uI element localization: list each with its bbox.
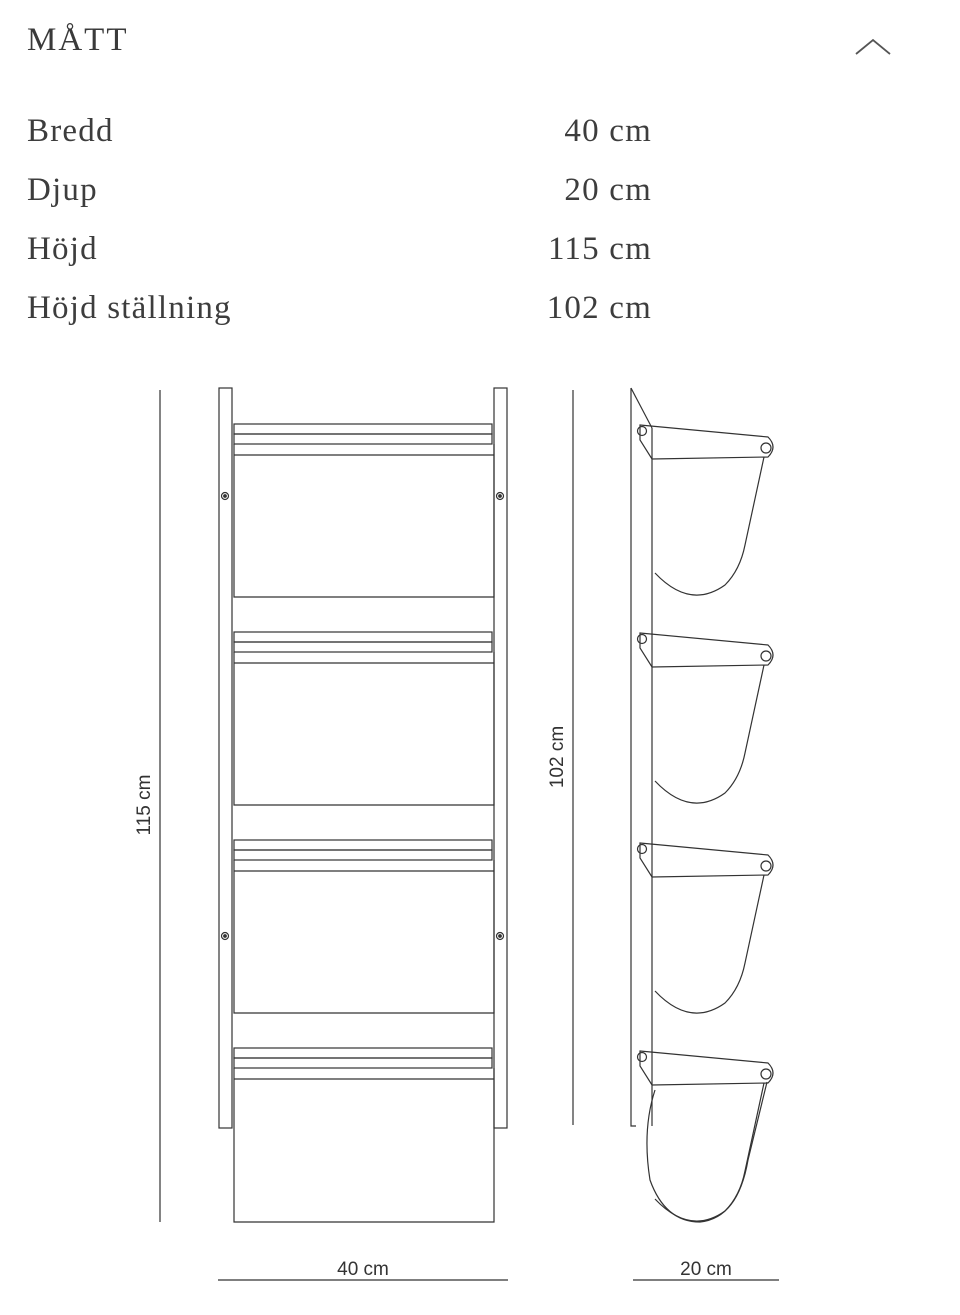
pivot-icon	[638, 427, 647, 436]
side-height-label: 102 cm	[547, 725, 568, 789]
spec-label: Djup	[27, 172, 98, 208]
side-bin	[638, 425, 774, 595]
front-bin	[234, 840, 494, 1013]
side-bin	[638, 843, 774, 1013]
bin-lip	[234, 1058, 492, 1068]
bin-body-curve	[655, 457, 764, 595]
bin-front-panel	[234, 1068, 494, 1222]
hinge-icon	[761, 861, 771, 871]
bin-lip	[234, 434, 492, 444]
spec-label: Höjd	[27, 231, 98, 267]
side-bin	[638, 633, 774, 803]
bin-arm	[640, 843, 773, 877]
pivot-icon	[638, 635, 647, 644]
bin-lip	[234, 642, 492, 652]
spec-value: 115 cm	[547, 231, 652, 267]
side-top-cap	[631, 388, 652, 428]
spec-value: 40 cm	[564, 113, 652, 149]
side-view	[573, 388, 773, 1222]
bin-rail	[234, 424, 492, 434]
hinge-icon	[761, 1069, 771, 1079]
spec-label: Bredd	[27, 113, 114, 149]
pivot-icon	[638, 845, 647, 854]
bin-rail	[234, 632, 492, 642]
spec-value: 102 cm	[546, 290, 652, 326]
side-bin	[638, 1051, 774, 1221]
side-depth-label: 20 cm	[680, 1259, 732, 1280]
pivot-icon	[638, 1053, 647, 1062]
bin-lip	[234, 850, 492, 860]
bin-arm	[640, 1051, 773, 1085]
bin-body-curve	[655, 875, 764, 1013]
bin-rail	[234, 840, 492, 850]
front-view	[160, 388, 507, 1222]
hinge-icon	[761, 651, 771, 661]
spec-value: 20 cm	[564, 172, 652, 208]
spec-label: Höjd ställning	[27, 290, 232, 326]
front-bin	[234, 424, 494, 597]
bin-body-curve	[655, 665, 764, 803]
bin-body-curve	[655, 1083, 764, 1221]
side-wall-edge	[631, 388, 636, 1126]
front-bin	[234, 1048, 494, 1222]
front-width-label: 40 cm	[337, 1259, 389, 1280]
front-bin	[234, 632, 494, 805]
front-height-label: 115 cm	[134, 774, 155, 836]
section-title: MÅTT	[27, 22, 129, 58]
bin-front-panel	[234, 444, 494, 597]
bin-front-panel	[234, 652, 494, 805]
bin-rail	[234, 1048, 492, 1058]
bin-front-panel	[234, 860, 494, 1013]
hinge-icon	[761, 443, 771, 453]
bin-arm	[640, 633, 773, 667]
bin-arm	[640, 425, 773, 459]
